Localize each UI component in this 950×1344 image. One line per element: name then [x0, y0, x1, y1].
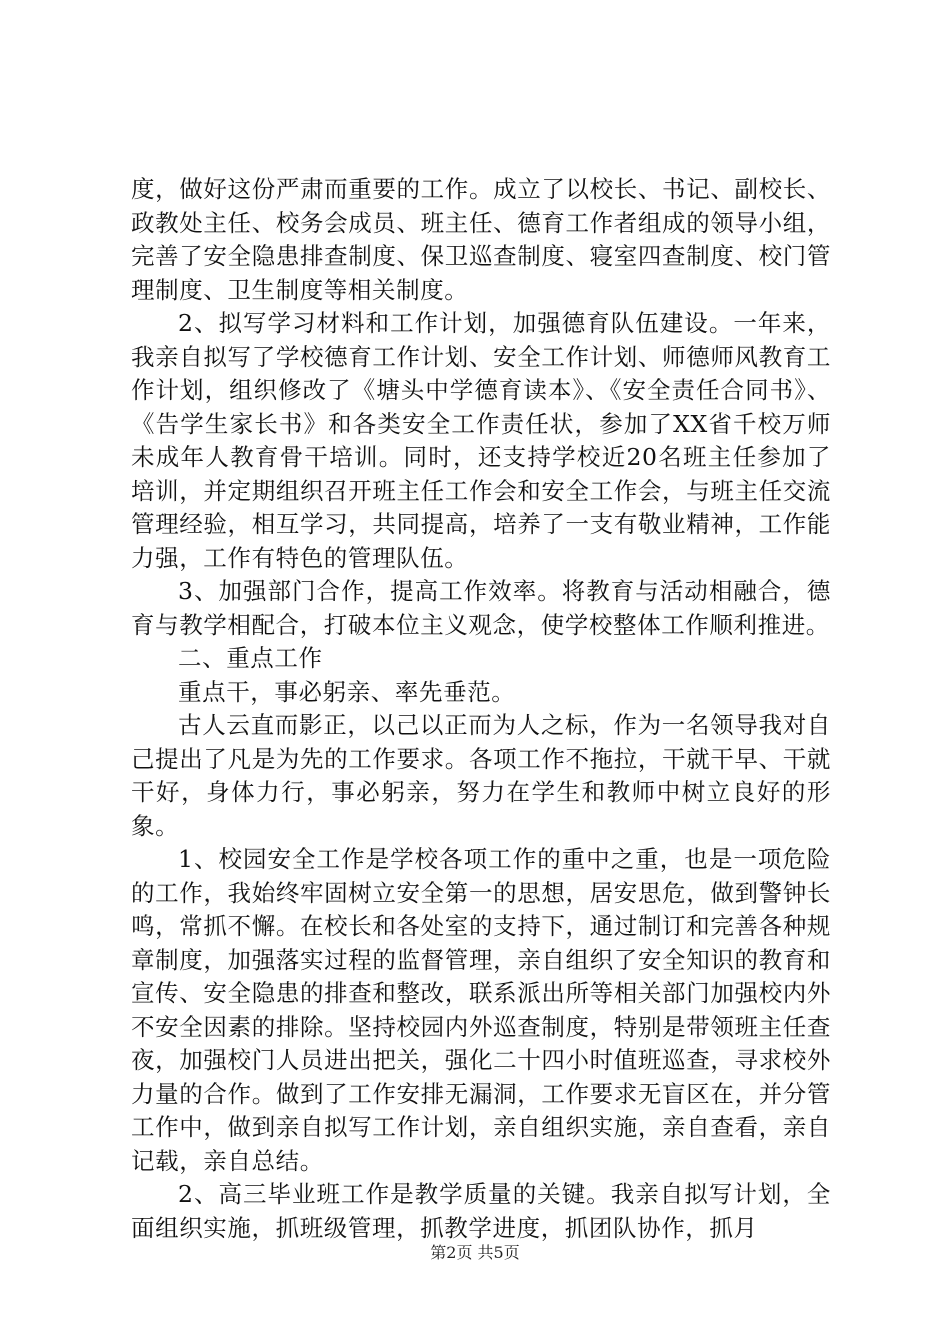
document-body	[131, 173, 831, 1245]
paragraph-2: 2、拟写学习材料和工作计划，加强德育队伍建设。一年来，我亲自拟写了学校德育工作计划、安全工作计划、师德师风教育工作计划，组织修改了《塘头中学德育读本》、《安全责任合同书》、《告学生家长书》和各类安全工作责任状，参加了XX省千校万师未成年人教育骨干培训。同时，还支持学校近20名班主任参加了培训，并定期组织召开班主任工作会和安全工作会，与班主任交流管理经验，相互学习，共同提高，培养了一支有敬业精神，工作能力强，工作有特色的管理队伍。	[131, 309, 831, 572]
page-number-footer: 第2页 共5页	[430, 1243, 520, 1262]
paragraph-3: 3、加强部门合作，提高工作效率。将教育与活动相融合，德育与教学相配合，打破本位主义观念，使学校整体工作顺利推进。	[131, 577, 831, 639]
paragraph-1: 度，做好这份严肃而重要的工作。成立了以校长、书记、副校长、政教处主任、校务会成员、班主任、德育工作者组成的领导小组，完善了安全隐患排查制度、保卫巡查制度、寝室四查制度、校门管理制度、卫生制度等相关制度。	[131, 175, 831, 304]
paragraph-6: 2、高三毕业班工作是教学质量的关键。我亲自拟写计划，全面组织实施，抓班级管理，抓教学进度，抓团队协作，抓月	[131, 1180, 831, 1242]
paragraph-4: 古人云直而影正，以己以正而为人之标，作为一名领导我对自己提出了凡是为先的工作要求。各项工作不拖拉，干就干早、干就干好，身体力行，事必躬亲，努力在学生和教师中树立良好的形象。	[131, 711, 831, 840]
subheading: 重点干，事必躬亲、率先垂范。	[178, 677, 516, 706]
section-heading: 二、重点工作	[178, 644, 323, 672]
paragraph-5: 1、校园安全工作是学校各项工作的重中之重，也是一项危险的工作，我始终牢固树立安全第一的思想，居安思危，做到警钟长鸣，常抓不懈。在校长和各处室的支持下，通过制订和完善各种规章制度，加强落实过程的监督管理，亲自组织了安全知识的教育和宣传、安全隐患的排查和整改，联系派出所等相关部门加强校内外不安全因素的排除。坚持校园内外巡查制度，特别是带领班主任查夜，加强校门人员进出把关，强化二十四小时值班巡查，寻求校外力量的合作。做到了工作安排无漏洞，工作要求无盲区在，并分管工作中，做到亲自拟写工作计划，亲自组织实施，亲自查看，亲自记载，亲自总结。	[131, 845, 831, 1175]
